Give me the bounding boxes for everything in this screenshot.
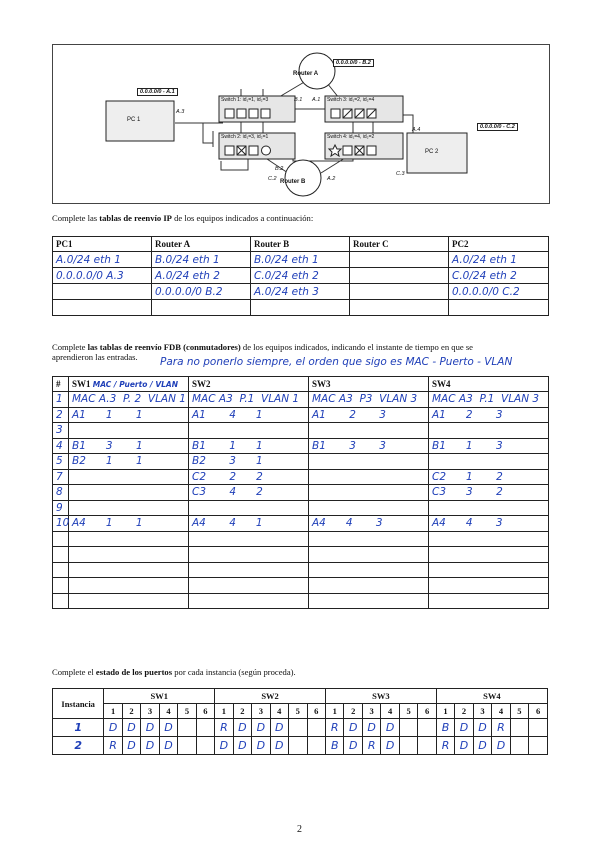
fdb-cell: MAC A3 P.1 VLAN 3 bbox=[432, 393, 540, 406]
label-a4: A.4 bbox=[412, 127, 421, 133]
label-c2: C.2 bbox=[268, 176, 277, 182]
fdb-row-number: 9 bbox=[56, 501, 63, 514]
table-row bbox=[53, 719, 548, 737]
fdb-cell: A4 1 1 bbox=[72, 517, 143, 530]
page-number: 2 bbox=[297, 824, 302, 835]
port-state-cell: D bbox=[459, 721, 469, 734]
port-state-cell: D bbox=[367, 721, 376, 734]
ports-header-sw1: SW1 bbox=[104, 689, 215, 704]
ip-cell: B.0/24 eth 1 bbox=[254, 253, 319, 266]
ip-intro-pre: Complete las bbox=[52, 213, 100, 223]
fdb-row-number: 4 bbox=[56, 439, 63, 452]
fdb-cell: C3 4 2 bbox=[192, 486, 263, 499]
ip-cell: B.0/24 eth 1 bbox=[155, 253, 220, 266]
ip-cell: 0.0.0.0/0 B.2 bbox=[155, 285, 223, 298]
port-number-label: 1 bbox=[104, 704, 122, 719]
ports-header-instancia: Instancia bbox=[53, 689, 104, 719]
fdb-intro-pre: Complete bbox=[52, 342, 88, 352]
ip-cell: A.0/24 eth 2 bbox=[155, 269, 220, 282]
port-state-cell: D bbox=[496, 739, 506, 752]
table-row bbox=[53, 423, 549, 439]
fdb-cell: C2 2 2 bbox=[192, 470, 263, 483]
ports-intro-bold: estado de los puertos bbox=[95, 667, 173, 677]
router-a-label: Router A bbox=[293, 71, 319, 77]
port-state-cell: D bbox=[127, 721, 136, 734]
table-row bbox=[53, 438, 549, 454]
port-state-cell: D bbox=[145, 739, 155, 752]
pc2-label: PC 2 bbox=[425, 149, 439, 155]
port-state-cell: D bbox=[256, 739, 266, 752]
table-row bbox=[53, 392, 549, 408]
ip-cell: A.0/24 eth 1 bbox=[56, 253, 121, 266]
port-number-label: 6 bbox=[196, 704, 214, 719]
fdb-header-sw3: SW3 bbox=[309, 377, 429, 392]
port-state-cell: R bbox=[497, 721, 505, 734]
fdb-row-number: 1 bbox=[56, 393, 63, 406]
ip-cell: 0.0.0.0/0 C.2 bbox=[452, 285, 520, 298]
port-number-label: 2 bbox=[344, 704, 362, 719]
pc2-route-box: 0.0.0.0/0 - C.2 bbox=[477, 123, 518, 131]
table-row bbox=[53, 284, 549, 300]
switch4-ports bbox=[329, 145, 376, 156]
port-number-label: 4 bbox=[492, 704, 510, 719]
port-number-label: 3 bbox=[141, 704, 159, 719]
port-state-cell: D bbox=[385, 739, 395, 752]
label-b1: B.1 bbox=[294, 97, 303, 103]
port-state-cell: D bbox=[164, 739, 173, 752]
port-number-label: 4 bbox=[381, 704, 399, 719]
port-state-cell: R bbox=[367, 739, 376, 752]
port-state-cell: D bbox=[238, 739, 247, 752]
port-number-label: 2 bbox=[233, 704, 251, 719]
port-number-label: 2 bbox=[122, 704, 140, 719]
port-number-label: 1 bbox=[436, 704, 454, 719]
fdb-row-number: 7 bbox=[56, 470, 63, 483]
fdb-cell: B1 3 1 bbox=[72, 439, 143, 452]
port-number-label: 3 bbox=[473, 704, 491, 719]
label-a1: A.1 bbox=[312, 97, 321, 103]
fdb-cell: B1 1 1 bbox=[192, 439, 263, 452]
fdb-header-sw1: SW1 bbox=[72, 379, 91, 389]
port-number-label: 4 bbox=[270, 704, 288, 719]
fdb-row-number: 8 bbox=[56, 486, 63, 499]
port-number-label: 1 bbox=[325, 704, 343, 719]
fdb-cell: A1 1 1 bbox=[72, 408, 143, 421]
ip-cell: C.0/24 eth 2 bbox=[452, 269, 517, 282]
table-row bbox=[53, 300, 549, 316]
fdb-intro-line2: aprendieron las entradas. bbox=[52, 352, 138, 362]
fdb-handwritten-note: Para no ponerlo siempre, el orden que sigo es MAC - Puerto - VLAN bbox=[160, 356, 513, 368]
port-state-cell: D bbox=[478, 721, 487, 734]
table-row bbox=[53, 252, 549, 268]
label-c3: C.3 bbox=[396, 171, 405, 177]
ports-header-row bbox=[53, 689, 548, 704]
table-row bbox=[53, 547, 549, 563]
port-number-label: 6 bbox=[529, 704, 548, 719]
ports-header-sw4: SW4 bbox=[436, 689, 547, 704]
port-numbers-row bbox=[53, 704, 548, 719]
port-number-label: 5 bbox=[399, 704, 417, 719]
fdb-row-number: 3 bbox=[56, 424, 63, 437]
fdb-header-sw4: SW4 bbox=[429, 377, 549, 392]
label-b2: B.2 bbox=[275, 166, 284, 172]
fdb-sw1-header-note: MAC / Puerto / VLAN bbox=[92, 380, 178, 389]
instance-number: 2 bbox=[74, 739, 82, 752]
fdb-cell: MAC A3 P3 VLAN 3 bbox=[312, 393, 418, 406]
ip-intro-bold: tablas de reenvío IP bbox=[99, 213, 172, 223]
table-row bbox=[53, 407, 549, 423]
port-state-cell: D bbox=[219, 739, 229, 752]
ports-header-sw2: SW2 bbox=[215, 689, 326, 704]
port-state-cell: D bbox=[275, 739, 284, 752]
port-number-label: 2 bbox=[455, 704, 473, 719]
router-a-route-box: 0.0.0.0/0 - B.2 bbox=[333, 59, 374, 67]
table-row bbox=[53, 531, 549, 547]
port-state-cell: D bbox=[145, 721, 155, 734]
ip-cell: 0.0.0.0/0 A.3 bbox=[56, 269, 124, 282]
fdb-cell: B2 3 1 bbox=[192, 455, 263, 468]
fdb-cell: MAC A3 P.1 VLAN 1 bbox=[192, 393, 300, 406]
port-state-cell: D bbox=[256, 721, 266, 734]
ip-header-router-c: Router C bbox=[350, 237, 449, 252]
port-state-cell: D bbox=[164, 721, 173, 734]
table-row bbox=[53, 516, 549, 532]
port-state-cell: D bbox=[108, 721, 118, 734]
fdb-table bbox=[52, 376, 549, 609]
ip-table-header bbox=[53, 237, 549, 252]
ports-header-sw3: SW3 bbox=[325, 689, 436, 704]
ports-intro-pre: Complete el bbox=[52, 667, 96, 677]
port-number-label: 1 bbox=[215, 704, 233, 719]
port-state-cell: R bbox=[330, 721, 339, 734]
port-state-cell: B bbox=[330, 739, 339, 752]
table-row bbox=[53, 562, 549, 578]
switch3-label: Switch 3: id₁=2, id₂=4 bbox=[327, 97, 375, 103]
ip-forwarding-table bbox=[52, 236, 549, 316]
table-row bbox=[53, 485, 549, 501]
port-state-cell: D bbox=[478, 739, 487, 752]
ip-intro-post: de los equipos indicados a continuación: bbox=[171, 213, 314, 223]
fdb-cell: A4 4 3 bbox=[312, 517, 383, 530]
fdb-cell: A1 2 3 bbox=[312, 408, 386, 421]
port-number-label: 5 bbox=[510, 704, 528, 719]
fdb-table-body bbox=[53, 392, 549, 609]
port-number-label: 5 bbox=[178, 704, 196, 719]
fdb-header-num: # bbox=[53, 377, 69, 392]
fdb-cell: B2 1 1 bbox=[72, 455, 143, 468]
port-state-cell: D bbox=[127, 739, 136, 752]
ip-header-pc2: PC2 bbox=[449, 237, 549, 252]
port-state-cell: D bbox=[275, 721, 284, 734]
fdb-intro-bold: las tablas de reenvío FDB (conmutadores) bbox=[87, 342, 241, 352]
switch4-label: Switch 4: id₁=4, id₂=2 bbox=[327, 134, 375, 140]
ports-intro-post: por cada instancia (según proceda). bbox=[172, 667, 296, 677]
label-a2: A.2 bbox=[327, 176, 336, 182]
port-number-label: 3 bbox=[362, 704, 380, 719]
port-state-cell: D bbox=[348, 739, 358, 752]
table-row bbox=[53, 268, 549, 284]
switch2-label: Switch 2: id₁=3, id₂=1 bbox=[221, 134, 269, 140]
port-state-cell: D bbox=[348, 721, 358, 734]
ip-instructions bbox=[52, 213, 313, 223]
fdb-cell: A1 2 3 bbox=[432, 408, 503, 421]
ip-cell: A.0/24 eth 3 bbox=[254, 285, 319, 298]
ip-header-router-a: Router A bbox=[152, 237, 251, 252]
table-row bbox=[53, 578, 549, 594]
fdb-cell: C3 3 2 bbox=[432, 486, 503, 499]
fdb-cell: C2 1 2 bbox=[432, 470, 503, 483]
fdb-cell: A1 4 1 bbox=[192, 408, 263, 421]
port-number-label: 6 bbox=[418, 704, 436, 719]
fdb-cell: B1 3 3 bbox=[312, 439, 386, 452]
port-state-cell: D bbox=[459, 739, 469, 752]
fdb-cell: A4 4 1 bbox=[192, 517, 263, 530]
switch1-label: Switch 1: id₁=1, id₂=3 bbox=[221, 97, 269, 103]
fdb-cell: B1 1 3 bbox=[432, 439, 503, 452]
fdb-table-header bbox=[53, 377, 549, 392]
fdb-row-number: 10 bbox=[56, 517, 70, 530]
port-number-label: 3 bbox=[252, 704, 270, 719]
table-row bbox=[53, 500, 549, 516]
fdb-row-number: 5 bbox=[56, 455, 63, 468]
fdb-intro-post: de los equipos indicados, indicando el instante de tiempo en que se bbox=[240, 342, 473, 352]
port-state-cell: R bbox=[220, 721, 228, 734]
network-diagram bbox=[52, 44, 550, 204]
port-state-cell: D bbox=[385, 721, 395, 734]
port-state-cell: B bbox=[441, 721, 450, 734]
port-state-cell: R bbox=[441, 739, 450, 752]
table-row bbox=[53, 469, 549, 485]
fdb-cell: A4 4 3 bbox=[432, 517, 503, 530]
port-state-table bbox=[52, 688, 548, 755]
ip-header-pc1: PC1 bbox=[53, 237, 152, 252]
pc1-route-box: 0.0.0.0/0 - A.1 bbox=[137, 88, 178, 96]
port-state-cell: R bbox=[109, 739, 117, 752]
label-a3: A.3 bbox=[176, 109, 185, 115]
instance-number: 1 bbox=[74, 721, 82, 734]
ip-header-router-b: Router B bbox=[251, 237, 350, 252]
fdb-header-sw2: SW2 bbox=[189, 377, 309, 392]
ports-instructions bbox=[52, 667, 296, 677]
table-row bbox=[53, 593, 549, 609]
ip-cell: A.0/24 eth 1 bbox=[452, 253, 517, 266]
table-row bbox=[53, 454, 549, 470]
fdb-row-number: 2 bbox=[56, 408, 63, 421]
port-state-cell: D bbox=[238, 721, 247, 734]
fdb-cell: MAC A.3 P. 2 VLAN 1 bbox=[72, 393, 186, 406]
pc1-label: PC 1 bbox=[127, 117, 141, 123]
ip-cell: C.0/24 eth 2 bbox=[254, 269, 319, 282]
port-number-label: 5 bbox=[289, 704, 307, 719]
router-b-node bbox=[285, 160, 321, 196]
ports-table-body bbox=[53, 719, 548, 755]
port-number-label: 6 bbox=[307, 704, 325, 719]
port-number-label: 4 bbox=[159, 704, 177, 719]
router-b-label: Router B bbox=[280, 179, 306, 185]
table-row bbox=[53, 737, 548, 755]
